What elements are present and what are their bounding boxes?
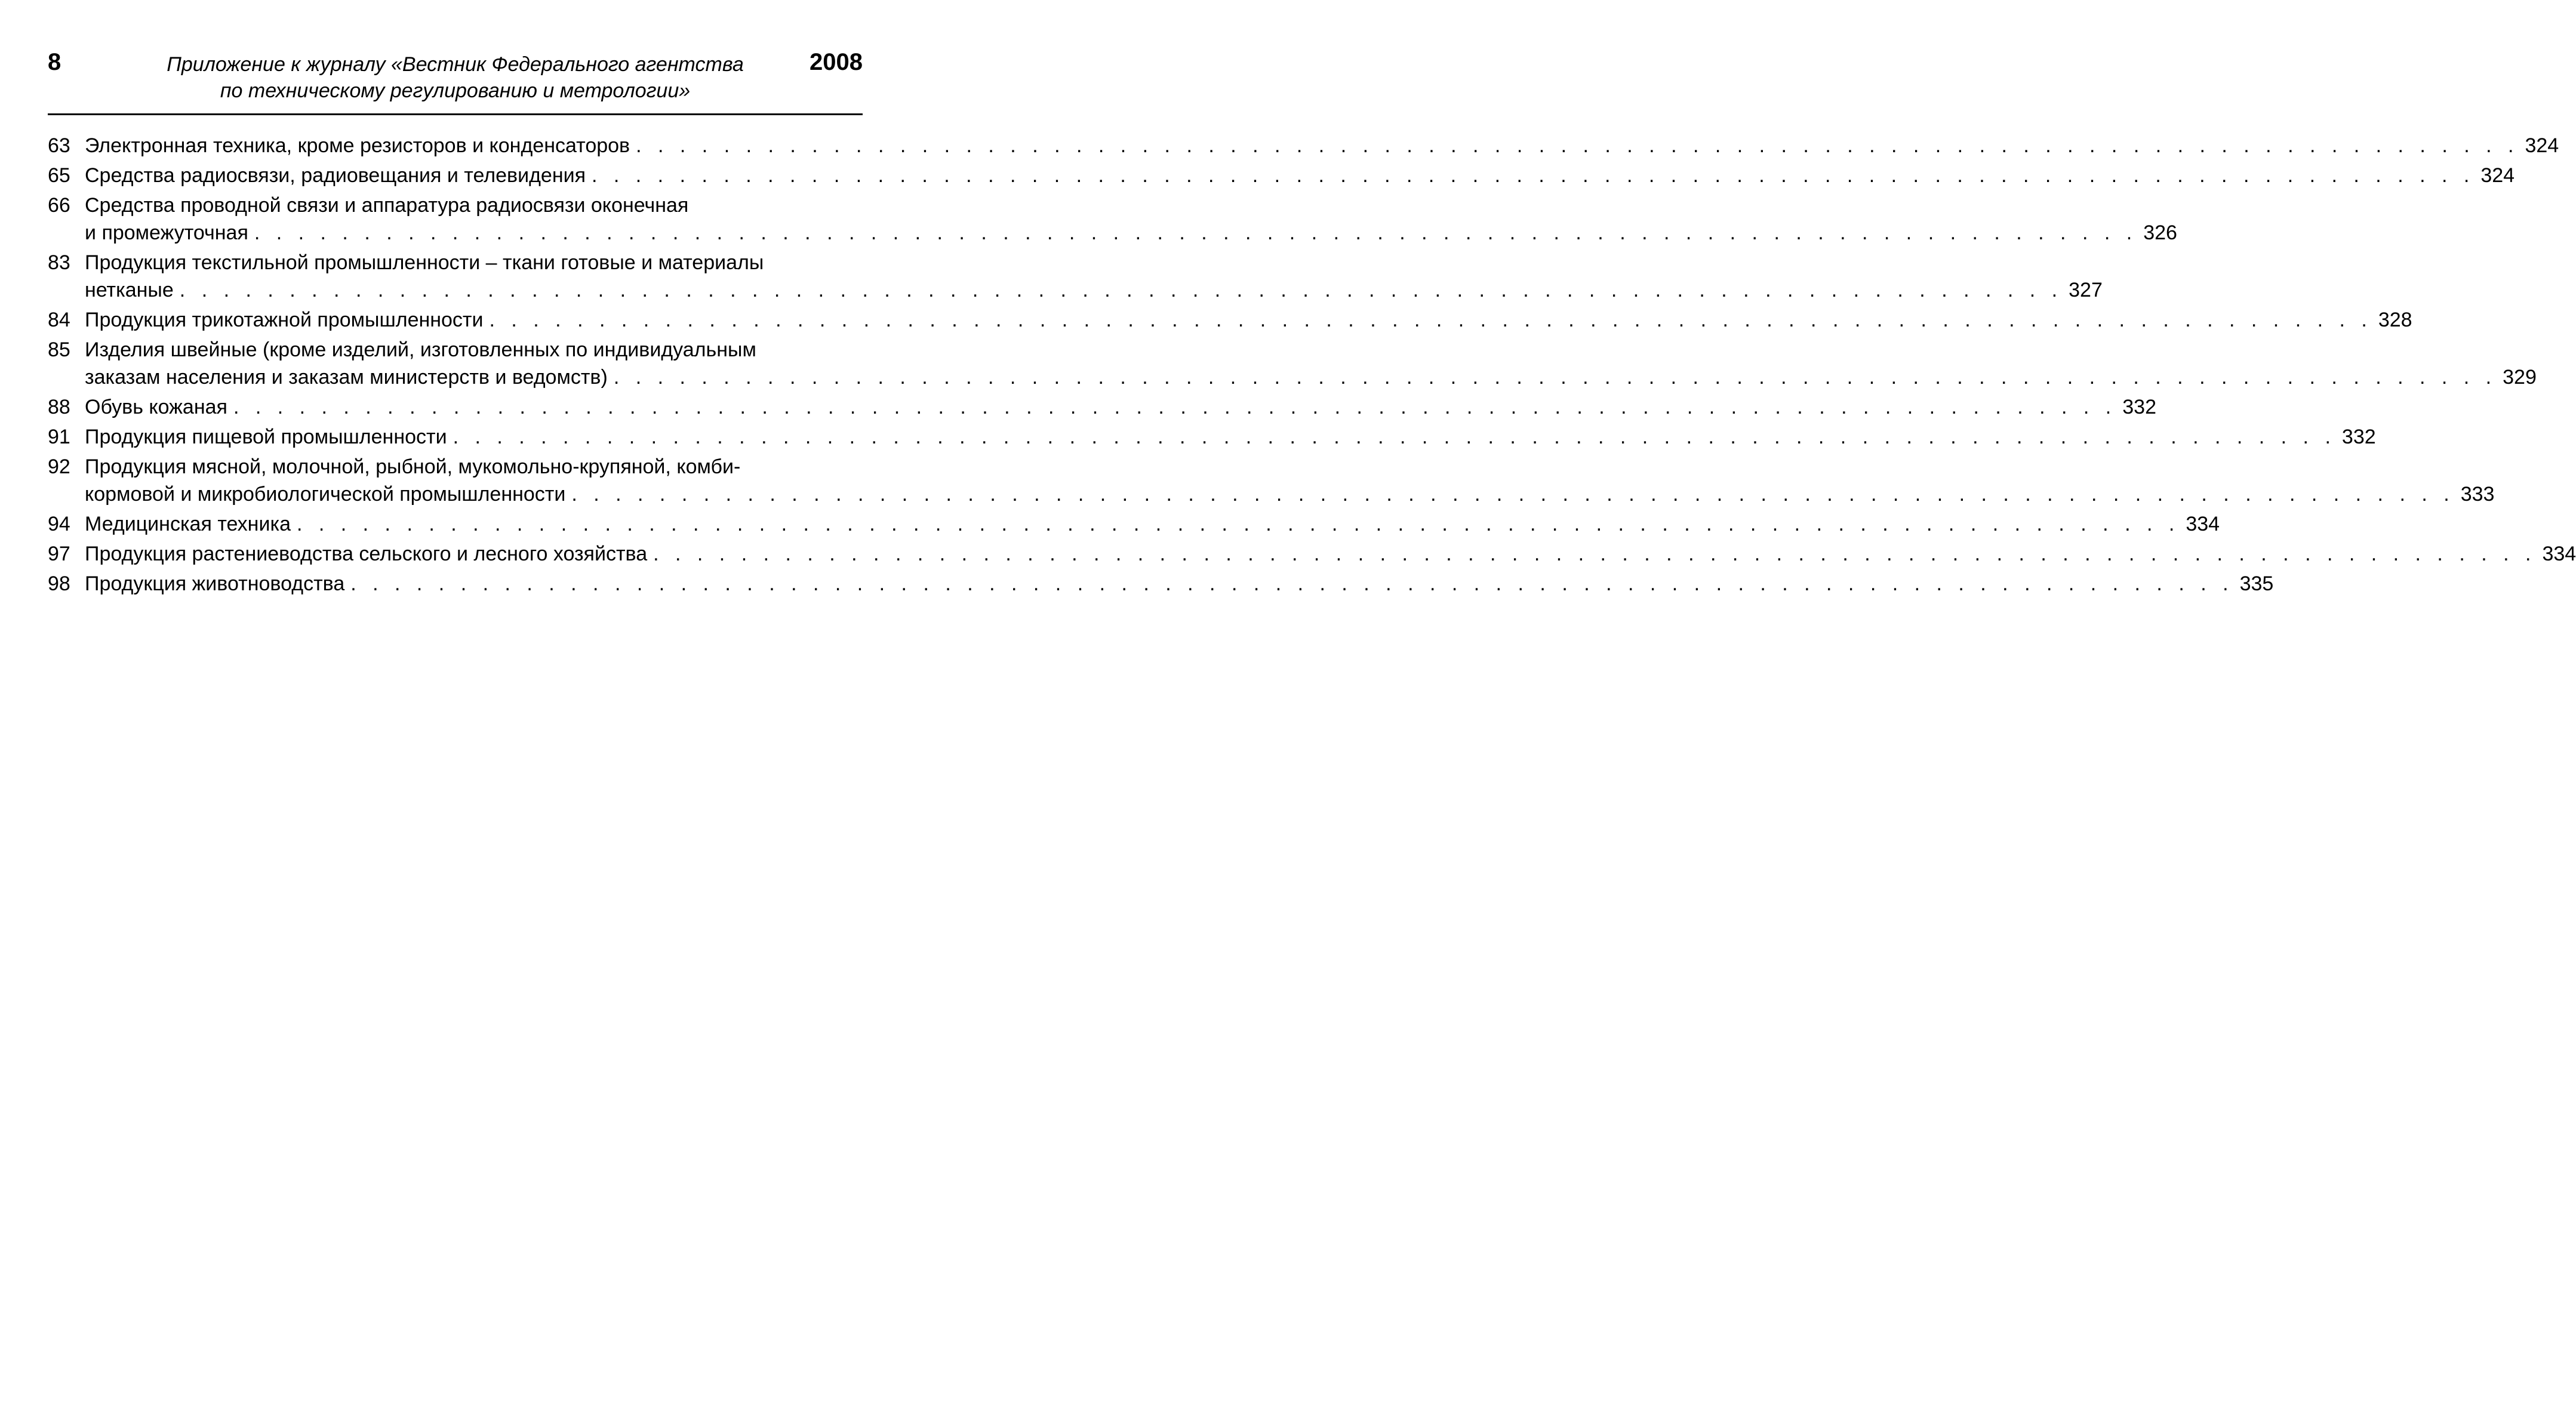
toc-entry — [48, 423, 2376, 451]
toc-entry — [48, 132, 2559, 159]
toc-entry — [48, 393, 2156, 421]
toc-entry-code: 97 — [48, 543, 70, 565]
toc-entry-last-line — [85, 219, 2177, 247]
toc-entry-last-line — [85, 363, 2537, 391]
toc-entry-title-line: Продукция текстильной промышленности – ткани готовые и материалы — [85, 251, 764, 274]
toc-entry-page: 328 — [2378, 309, 2412, 331]
dot-leader — [233, 393, 2116, 421]
toc-entry-page: 327 — [2069, 279, 2103, 301]
toc-entry-title: Продукция трикотажной промышленности — [85, 309, 484, 331]
toc-entry-page: 326 — [2143, 221, 2177, 244]
toc-entry-title: и промежуточная — [85, 221, 248, 244]
toc-entry-title: Продукция пищевой промышленности — [85, 426, 447, 448]
toc-entry-last-line — [85, 393, 2156, 421]
toc-entry — [48, 306, 2412, 334]
page-header — [48, 48, 863, 113]
toc-entry — [48, 510, 2220, 538]
toc-entry-body — [85, 510, 2220, 538]
dot-leader — [453, 423, 2336, 451]
dot-leader — [653, 540, 2536, 568]
dot-leader — [571, 480, 2454, 508]
toc-entry-code: 94 — [48, 513, 70, 535]
toc-entry-title: кормовой и микробиологической промышленности — [85, 483, 566, 506]
toc-entry-title: заказам населения и заказам министерств и ведомств) — [85, 366, 608, 389]
header-year: 2008 — [810, 49, 863, 75]
document-page — [48, 48, 2576, 600]
toc-entry — [48, 162, 2515, 189]
toc-entry-page: 324 — [2525, 134, 2559, 157]
toc-entry-page: 334 — [2186, 513, 2220, 535]
toc-entry-body — [85, 249, 2103, 304]
toc-entry-page: 329 — [2503, 366, 2537, 389]
toc-entry-body — [85, 306, 2412, 334]
dot-leader — [592, 162, 2475, 189]
toc-entry-code: 98 — [48, 572, 70, 595]
toc-entry-body — [85, 162, 2515, 189]
toc-entry-last-line — [85, 132, 2559, 159]
dot-leader — [614, 363, 2497, 391]
toc-entry-body — [85, 540, 2576, 568]
table-of-contents — [48, 132, 2576, 597]
toc-entry — [48, 453, 2495, 508]
toc-entry-title: Медицинская техника — [85, 513, 291, 535]
toc-entry-body — [85, 570, 2273, 597]
toc-entry — [48, 540, 2576, 568]
dot-leader — [636, 132, 2519, 159]
toc-entry-title-line: Продукция мясной, молочной, рыбной, мукомольно-крупяной, комби- — [85, 455, 741, 478]
toc-entry-last-line — [85, 423, 2376, 451]
toc-entry-code: 83 — [48, 251, 70, 274]
toc-entry-title: нетканые — [85, 279, 174, 301]
toc-entry-body — [85, 423, 2376, 451]
toc-entry-last-line — [85, 570, 2273, 597]
toc-entry-title-line: Средства проводной связи и аппаратура радиосвязи оконечная — [85, 194, 689, 217]
toc-entry-code: 88 — [48, 396, 70, 418]
toc-entry-code: 92 — [48, 455, 70, 478]
toc-entry-title: Продукция животноводства — [85, 572, 345, 595]
toc-entry-title: Электронная техника, кроме резисторов и конденсаторов — [85, 134, 630, 157]
page-number: 8 — [48, 49, 61, 75]
toc-entry-page: 332 — [2122, 396, 2156, 418]
running-title-line-2: по техническому регулированию и метрологии» — [220, 79, 691, 102]
toc-entry-body — [85, 393, 2156, 421]
toc-entry-code: 91 — [48, 426, 70, 448]
toc-entry-code: 66 — [48, 194, 70, 217]
toc-entry — [48, 192, 2177, 247]
toc-entry-page: 334 — [2542, 543, 2576, 565]
toc-entry-last-line — [85, 510, 2220, 538]
toc-entry-title: Продукция растениеводства сельского и лесного хозяйства — [85, 543, 648, 565]
dot-leader — [350, 570, 2233, 597]
toc-entry-code: 84 — [48, 309, 70, 331]
toc-entry-last-line — [85, 540, 2576, 568]
toc-entry-last-line — [85, 276, 2103, 304]
header-divider — [48, 113, 863, 115]
toc-entry-body — [85, 336, 2537, 391]
toc-entry-code: 85 — [48, 338, 70, 361]
toc-entry-last-line — [85, 162, 2515, 189]
toc-entry-page: 333 — [2460, 483, 2495, 506]
toc-entry-code: 63 — [48, 134, 70, 157]
toc-entry-body — [85, 453, 2494, 508]
dot-leader — [180, 276, 2063, 304]
toc-entry-code: 65 — [48, 164, 70, 187]
dot-leader — [297, 510, 2180, 538]
toc-entry-page: 335 — [2239, 572, 2274, 595]
toc-entry-page: 324 — [2480, 164, 2515, 187]
toc-entry-title: Средства радиосвязи, радиовещания и телевидения — [85, 164, 586, 187]
toc-entry-last-line — [85, 480, 2494, 508]
dot-leader — [490, 306, 2372, 334]
toc-entry-page: 332 — [2341, 426, 2376, 448]
toc-entry-last-line — [85, 306, 2412, 334]
toc-entry — [48, 249, 2103, 304]
toc-entry — [48, 336, 2537, 391]
toc-entry — [48, 570, 2274, 597]
toc-entry-body — [85, 192, 2177, 247]
running-title-line-1: Приложение к журналу «Вестник Федерального агентства — [167, 53, 744, 76]
dot-leader — [254, 219, 2137, 247]
running-title — [48, 51, 863, 104]
toc-entry-body — [85, 132, 2559, 159]
toc-entry-title-line: Изделия швейные (кроме изделий, изготовленных по индивидуальным — [85, 338, 756, 361]
toc-entry-title: Обувь кожаная — [85, 396, 227, 418]
